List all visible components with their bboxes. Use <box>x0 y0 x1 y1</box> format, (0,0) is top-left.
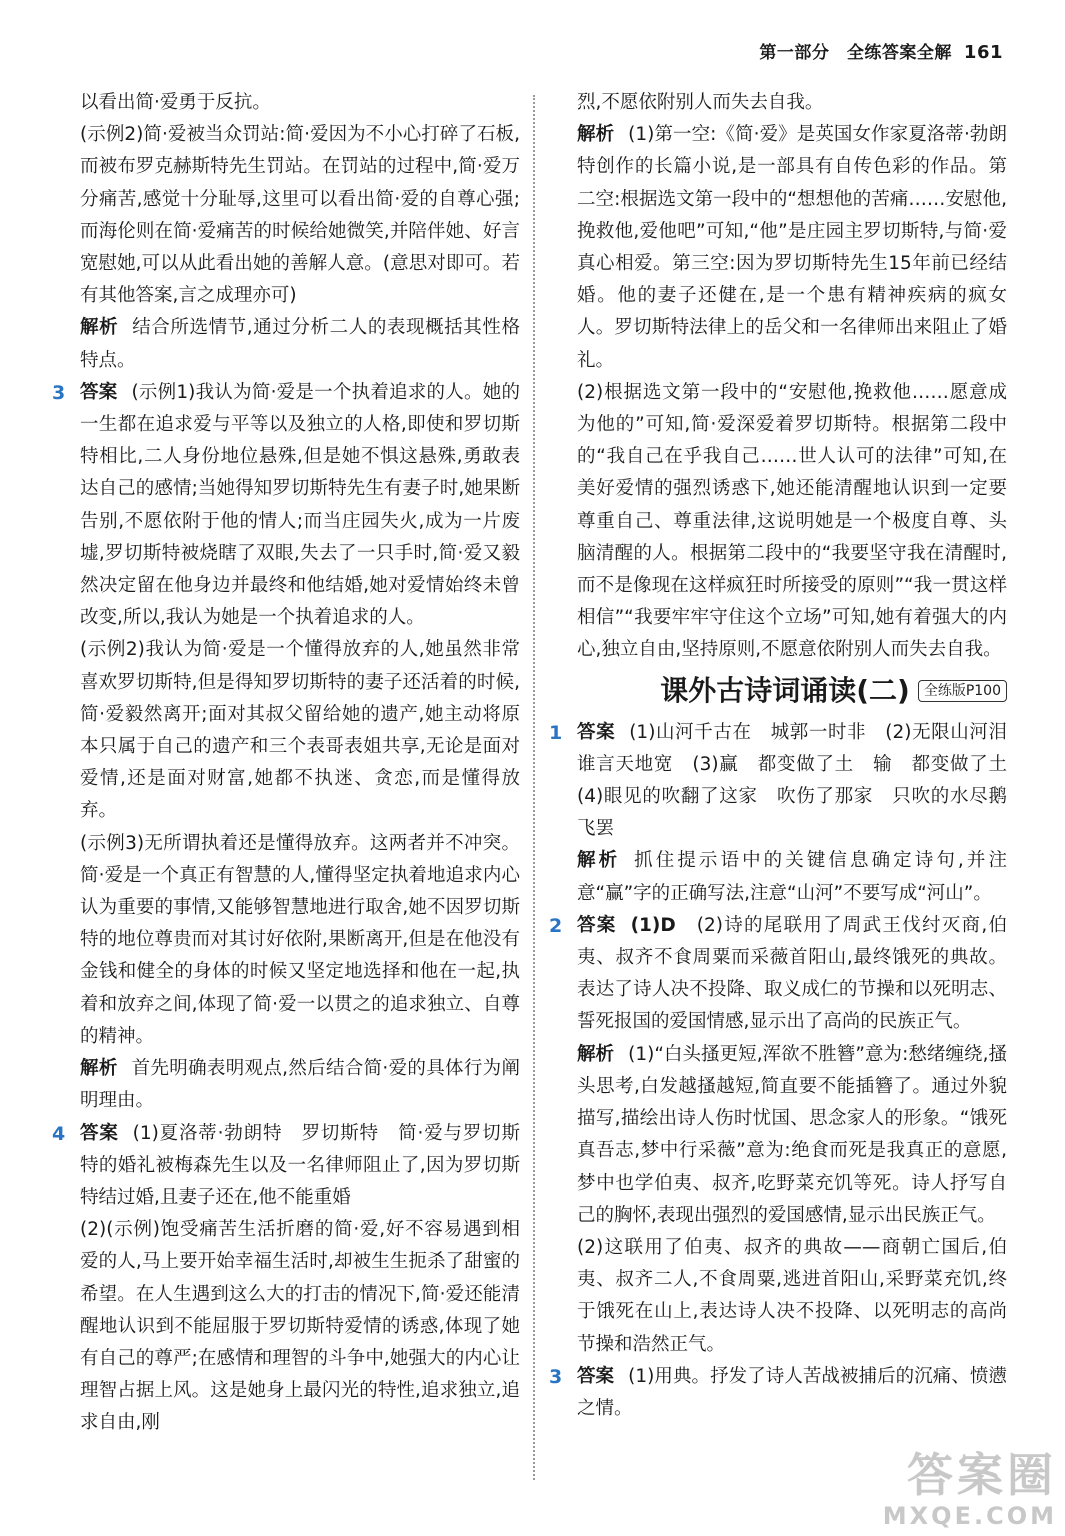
answer-text: (1)山河千古在 城郭一时非 (2)无限山河泪 谁言天地宽 (3)赢 都变做了土 输 都变做了土 (4)眼见的吹翻了这家 吹伤了那家 只吹的水尽鹅飞罢 <box>577 721 1026 840</box>
analysis-text: (1)“白头搔更短,浑欲不胜簪”意为:愁绪缠绕,搔头思考,白发越搔越短,简直要不能插簪了。通过外貌描写,描绘出诗人伤时忧国、思念家人的形象。“饿死真吾志,梦中行采薇”意为:绝食而死是我真正的意愿,梦中也学伯夷、叔齐,吃野菜充饥等死。诗人抒写自己的胸怀,表现出强烈的爱国感情,显示出民族正气。 <box>577 1043 1007 1226</box>
answer-tag: 答案 <box>80 1122 119 1144</box>
analysis-paragraph <box>577 845 1007 909</box>
left-column <box>52 87 520 1440</box>
answer-text: (示例1)我认为简·爱是一个执着追求的人。她的一生都在追求爱与平等以及独立的人格,即使和罗切斯特相比,二人身份地位悬殊,但是她不惧这悬殊,勇敢表达自己的感情;当她得知罗切斯特先生有妻子时,她果断告别,不愿依附于他的情人;而当庄园失火,成为一片废墟,罗切斯特被烧瞎了双眼,失去了一只手时,简·爱又毅然决定留在他身边并最终和他结婚,她对爱情始终未曾改变,所以,我认为她是一个执着追求的人。 <box>80 381 520 629</box>
question-number: 1 <box>549 721 563 744</box>
answer-tag: 答案 <box>80 381 118 403</box>
analysis-tag: 解析 <box>80 1058 118 1080</box>
analysis-tag: 解析 <box>577 1043 615 1065</box>
answer-paragraph <box>577 717 1026 846</box>
answer-paragraph <box>577 910 1007 1039</box>
analysis-paragraph <box>80 1053 520 1117</box>
question-3-right <box>549 1361 1007 1425</box>
answer-tag: 答案 <box>577 1365 615 1387</box>
answer-tag: 答案 <box>577 914 617 936</box>
analysis-paragraph <box>577 119 1007 377</box>
answer-text: (1)用典。抒发了诗人苦战被捕后的沉痛、愤懑之情。 <box>577 1365 1007 1419</box>
question-2 <box>549 910 1007 1361</box>
right-column <box>549 87 1026 1425</box>
analysis-tag: 解析 <box>80 317 119 339</box>
question-1 <box>549 717 1026 910</box>
site-watermark <box>882 1448 1057 1530</box>
paragraph-intro: 以看出简·爱勇于反抗。 <box>80 92 271 113</box>
analysis-paragraph-2: (2)根据选文第一段中的“安慰他,挽救他……愿意成为他的”可知,简·爱深爱着罗切斯特。根据第二段中的“我自己在乎我自己……世人认可的法律”可知,在美好爱情的强烈诱惑下,她还能清醒地认识到一定要尊重自己、尊重法律,这说明她是一个极度自尊、头脑清醒的人。根据第二段中的“我要坚守我在清醒时,而不是像现在这样疯狂时所接受的原则”“我一贯这样相信”“我要牢牢守住这个立场”可知,她有着强大的内心,独立自由,坚持原则,不愿意依附别人而失去自我。 <box>577 381 1007 661</box>
question-3-left <box>52 377 520 1118</box>
analysis-paragraph-2: (2)这联用了伯夷、叔齐的典故——商朝亡国后,伯夷、叔齐二人,不食周粟,逃进首阳山,采野菜充饥,终于饿死在山上,表达诗人决不投降、以死明志的高尚节操和浩然正气。 <box>577 1236 1007 1355</box>
analysis-paragraph <box>577 1039 1007 1232</box>
answer-part-1 <box>80 1118 520 1215</box>
analysis-text: (1)第一空:《简·爱》是英国女作家夏洛蒂·勃朗特创作的长篇小说,是一部具有自传色彩的作品。第二空:根据选文第一段中的“想想他的苦痛……安慰他,挽救他,爱他吧”可知,“他”是庄园主罗切斯特,与简·爱真心相爱。第三空:因为罗切斯特先生15年前已经结婚。他的妻子还健在,是一个患有精神疾病的疯女人。罗切斯特法律上的岳父和一名律师出来阻止了婚礼。 <box>577 124 1007 371</box>
answer-choice: (1)D <box>630 914 676 936</box>
answer-tag: 答案 <box>577 721 616 743</box>
section-title: 课外古诗词诵读(二) <box>660 673 910 707</box>
paragraph-example-2: (示例2)简·爱被当众罚站:简·爱因为不小心打碎了石板,而被布罗克赫斯特先生罚站。在罚站的过程中,简·爱万分痛苦,感觉十分耻辱,这里可以看出简·爱的自尊心强;而海伦则在简·爱痛苦的时候给她微笑,并陪伴她、好言宽慰她,可以从此看出她的善解人意。(意思对即可。若有其他答案,言之成理亦可) <box>80 124 520 307</box>
question-4-left <box>52 1118 520 1440</box>
column-divider <box>533 95 535 1480</box>
paragraph-continuation: 烈,不愿依附别人而失去自我。 <box>577 92 824 113</box>
analysis-tag: 解析 <box>577 850 621 872</box>
section-heading <box>577 671 1007 711</box>
analysis-text: 首先明确表明观点,然后结合简·爱的具体行为阐明理由。 <box>80 1058 520 1112</box>
question-number: 4 <box>52 1122 66 1145</box>
page-number: 161 <box>963 42 1003 63</box>
answer-example-1 <box>80 377 520 635</box>
watermark-url: MXQE.COM <box>882 1502 1057 1530</box>
page-header <box>759 38 1003 63</box>
analysis-paragraph <box>80 312 520 376</box>
watermark-logo-text: 答案圈 <box>907 1448 1057 1502</box>
question-number: 3 <box>549 1365 563 1388</box>
answer-example-2: (示例2)我认为简·爱是一个懂得放弃的人,她虽然非常喜欢罗切斯特,但是得知罗切斯特的妻子还活着的时候,简·爱毅然离开;面对其叔父留给她的遗产,她主动将原本只属于自己的遗产和三个表哥表姐共享,无论是面对爱情,还是面对财富,她都不执迷、贪恋,而是懂得放弃。 <box>80 639 520 822</box>
analysis-tag: 解析 <box>577 124 615 146</box>
analysis-text: 抓住提示语中的关键信息确定诗句,并注意“赢”字的正确写法,注意“山河”不要写成“河山”。 <box>577 850 1007 904</box>
section-reference-badge: 全练版P100 <box>918 680 1007 702</box>
question-number: 2 <box>549 914 563 937</box>
answer-paragraph <box>577 1361 1007 1425</box>
question-number: 3 <box>52 381 66 404</box>
analysis-text: 结合所选情节,通过分析二人的表现概括其性格特点。 <box>80 317 520 371</box>
answer-part-2: (2)(示例)饱受痛苦生活折磨的简·爱,好不容易遇到相爱的人,马上要开始幸福生活时,却被生生扼杀了甜蜜的希望。在人生遇到这么大的打击的情况下,简·爱还能清醒地认识到不能屈服于罗切斯特爱情的诱惑,体现了她有自己的尊严;在感情和理智的斗争中,她强大的内心让理智占据上风。这是她身上最闪光的特性,追求独立,追求自由,刚 <box>80 1219 520 1434</box>
header-section: 第一部分 全练答案全解 <box>759 43 952 63</box>
answer-example-3: (示例3)无所谓执着还是懂得放弃。这两者并不冲突。简·爱是一个真正有智慧的人,懂得坚定执着地追求内心认为重要的事情,又能够智慧地进行取舍,她不因罗切斯特的地位尊贵而对其讨好依附,果断离开,但是在他没有金钱和健全的身体的时候又坚定地选择和他在一起,执着和放弃之间,体现了简·爱一以贯之的追求独立、自尊的精神。 <box>80 832 520 1047</box>
answer-text: (1)夏洛蒂·勃朗特 罗切斯特 简·爱与罗切斯特的婚礼被梅森先生以及一名律师阻止了,因为罗切斯特结过婚,且妻子还在,他不能重婚 <box>80 1122 520 1208</box>
answer-text: (2)诗的尾联用了周武王伐纣灭商,伯夷、叔齐不食周粟而采薇首阳山,最终饿死的典故。表达了诗人决不投降、取义成仁的节操和以死明志、誓死报国的爱国情感,显示出了高尚的民族正气。 <box>577 914 1007 1033</box>
